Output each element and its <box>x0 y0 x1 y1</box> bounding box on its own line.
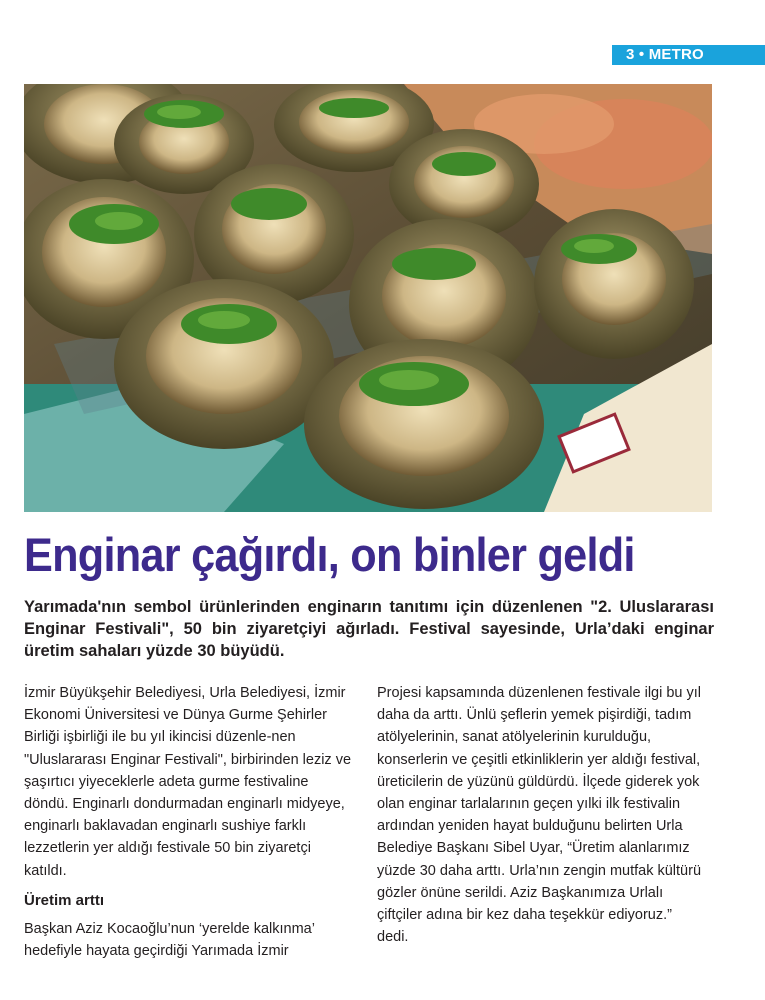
article-paragraph: Projesi kapsamında düzenlenen festivale ilgi bu yıl daha da arttı. Ünlü şeflerin yemek pişirdiği, tadım atölyelerinin, sanat atölyelerinin kurulduğu, konserlerin ve çeşitli etkinliklerin yer aldığı festival, üreticilerin de yüzünü güldürdü. İlçede giderek yok olan enginar tarlalarının geçen yılki ilk festivalin ardından yeniden hayat bulduğunu belirten Urla Belediye Başkanı Sibel Uyar, “Üretim alanlarımız yüzde 30 daha arttı. Urla’nın zengin mutfak kültürü gözler önüne serildi. Aziz Başkanımıza Urlalı çiftçiler adına bir kez daha teşekkür ediyoruz.” dedi. <box>377 685 702 946</box>
article-column-right <box>377 682 707 948</box>
article-column-left <box>24 682 354 962</box>
article-headline: Enginar çağırdı, on binler geldi <box>24 528 635 581</box>
section-label: 3 • METRO <box>626 46 704 63</box>
article-subhead: Üretim arttı <box>24 891 105 909</box>
artichoke-photo-illustration <box>24 84 712 512</box>
section-tab <box>612 45 765 65</box>
article-lead: Yarımada'nın sembol ürünlerinden enginarın tanıtımı için düzenlenen "2. Uluslararası Enginar Festivali", 50 bin ziyaretçiyi ağırladı. Festival sayesinde, Urla’daki enginar üretim sahaları yüzde 30 büyüdü. <box>24 598 714 660</box>
article-photo <box>24 84 712 512</box>
article-paragraph: İzmir Büyükşehir Belediyesi, Urla Belediyesi, İzmir Ekonomi Üniversitesi ve Dünya Gurme Şehirler Birliği işbirliği ile bu yıl ikincisi düzenle-nen "Uluslararası Enginar Festivali", birbirinden leziz ve şaşırtıcı yiyeceklerle adeta gurme festivaline döndü. Enginarlı dondurmadan enginarlı midyeye, enginarlı baklavadan enginarlı sushiye farklı lezzetlerin yer aldığı festivale 50 bin ziyaretçi katıldı. <box>24 685 352 879</box>
article-paragraph: Başkan Aziz Kocaoğlu’nun ‘yerelde kalkınma’ hedefiyle hayata geçirdiği Yarımada İzmir <box>24 921 315 960</box>
